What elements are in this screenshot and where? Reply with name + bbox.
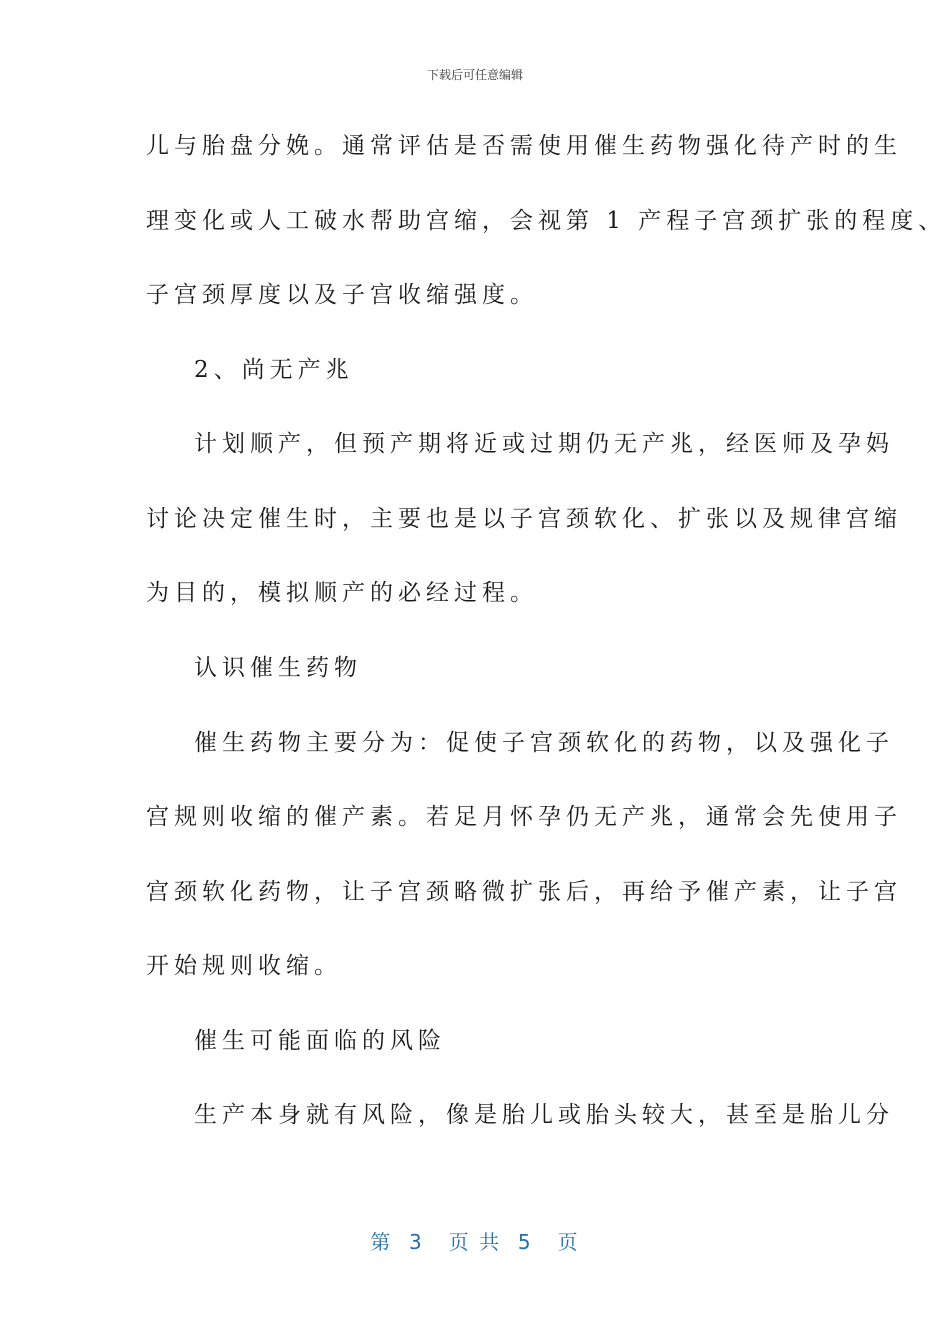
- body-line: 生产本身就有风险，像是胎儿或胎头较大，甚至是胎儿分: [194, 1102, 894, 1128]
- page-header: 下载后可任意编辑: [426, 68, 523, 82]
- section-heading: 认识催生药物: [194, 655, 362, 681]
- section-heading: 2、尚无产兆: [194, 357, 354, 383]
- body-line: 催生药物主要分为：促使子宫颈软化的药物，以及强化子: [194, 730, 894, 756]
- body-line: 为目的，模拟顺产的必经过程。: [146, 580, 538, 606]
- body-line: 计划顺产，但预产期将近或过期仍无产兆，经医师及孕妈: [194, 431, 894, 457]
- body-line: 儿与胎盘分娩。通常评估是否需使用催生药物强化待产时的生: [146, 133, 902, 159]
- page-number-footer: 第 3 页 共 5 页: [370, 1230, 580, 1254]
- section-heading: 催生可能面临的风险: [194, 1028, 446, 1054]
- body-line: 讨论决定催生时，主要也是以子宫颈软化、扩张以及规律宫缩: [146, 506, 902, 532]
- body-line: 理变化或人工破水帮助宫缩，会视第 1 产程子宫颈扩张的程度、: [146, 208, 947, 234]
- body-line: 开始规则收缩。: [146, 953, 342, 979]
- body-line: 宫颈软化药物，让子宫颈略微扩张后，再给予催产素，让子宫: [146, 879, 902, 905]
- body-line: 子宫颈厚度以及子宫收缩强度。: [146, 282, 538, 308]
- body-line: 宫规则收缩的催产素。若足月怀孕仍无产兆，通常会先使用子: [146, 804, 902, 830]
